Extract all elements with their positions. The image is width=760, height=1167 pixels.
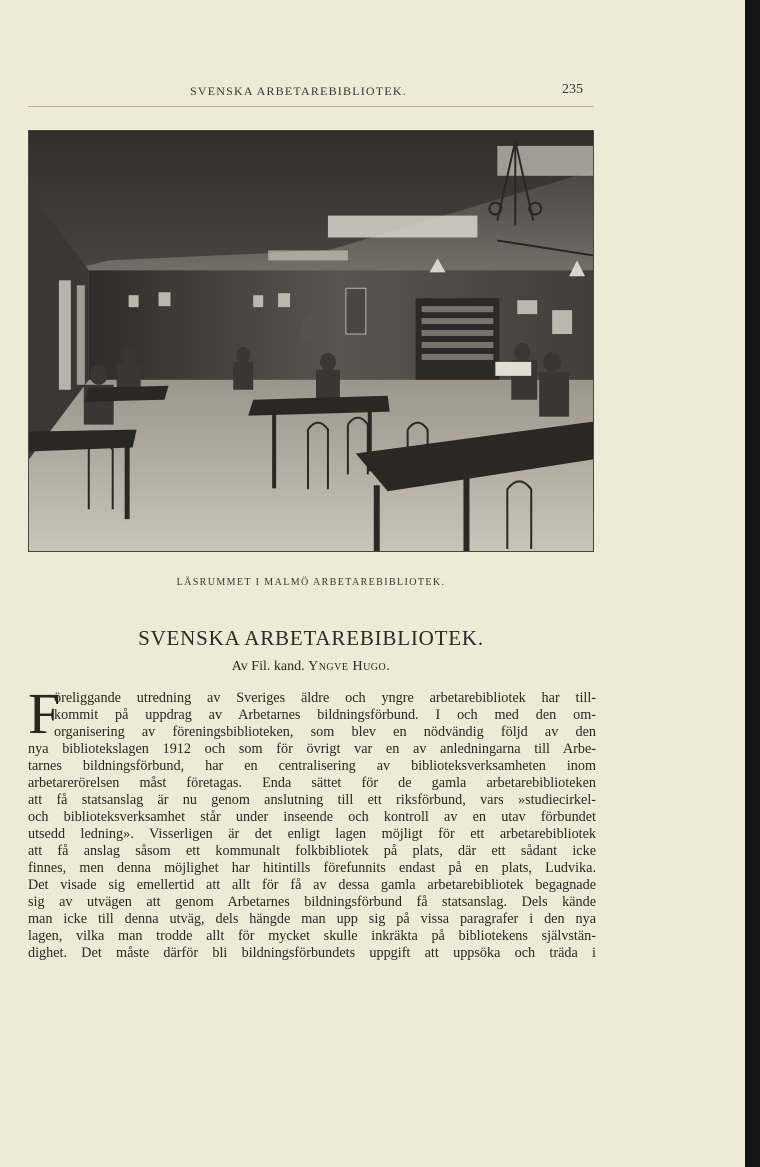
body-line: kommit på uppdrag av Arbetarnes bildningsförbund. I och med den om-	[54, 707, 596, 723]
body-line: öreliggande utredning av Sveriges äldre och yngre arbetarebibliotek har till-	[54, 690, 596, 706]
reading-room-photograph	[28, 130, 594, 552]
body-line: att få statsanslag är nu genom anslutning till ett riksförbund, vars »studiecirkel-	[28, 792, 596, 808]
scan-edge	[745, 0, 760, 1167]
body-line: sig av utvägen att genom Arbetarnes bildningsförbund få statsanslag. Dels kände	[28, 894, 596, 910]
running-head: SVENSKA ARBETAREBIBLIOTEK.	[190, 84, 407, 98]
drop-cap: F	[28, 681, 61, 746]
body-line: lagen, vilka man trodde allt för mycket skulle inkräkta på bibliotekens självstän-	[28, 928, 596, 944]
body-line: dighet. Det måste därför bli bildningsförbundets uppgift att uppsöka och träda i	[28, 945, 596, 961]
byline-author: Yngve Hugo.	[308, 659, 391, 674]
body-line: och biblioteksverksamhet står under inseende och kontroll av en utav förbundet	[28, 809, 596, 825]
figure-caption: LÄSRUMMET I MALMÖ ARBETAREBIBLIOTEK.	[176, 577, 446, 588]
article-byline	[0, 659, 622, 675]
article-title: SVENSKA ARBETAREBIBLIOTEK.	[138, 626, 484, 650]
page-number: 235	[562, 82, 583, 97]
body-line: att få anslag såsom ett kommunalt folkbibliotek på plats, där ett sådant icke	[28, 843, 596, 859]
header-rule	[28, 106, 594, 107]
body-line: man icke till denna utväg, dels hängde man upp sig på vissa paragrafer i den nya	[28, 911, 596, 927]
body-line: arbetarerörelsen måst företagas. Enda sättet för de gamla arbetarebiblioteken	[28, 775, 596, 791]
byline-prefix: Av Fil. kand.	[231, 659, 305, 674]
body-line: Det visade sig emellertid att allt för få av dessa gamla arbetarebibliotek begagnade	[28, 877, 596, 893]
body-line: utsedd ledning». Visserligen är det enligt lagen möjligt för ett arbetarebibliotek	[28, 826, 596, 842]
photo-illustration	[29, 131, 593, 551]
body-line: nya bibliotekslagen 1912 och som för övrigt var en av anledningarna till Arbe-	[28, 741, 596, 757]
body-line: organisering av föreningsbiblioteken, som blev en nödvändig följd av den	[54, 724, 596, 740]
body-line: tarnes bildningsförbund, har en centralisering av biblioteksverksamheten inom	[28, 758, 596, 774]
body-line: finnes, men denna möjlighet har hitintills förefunnits endast på en plats, Ludvika.	[28, 860, 596, 876]
article-body	[28, 681, 596, 962]
